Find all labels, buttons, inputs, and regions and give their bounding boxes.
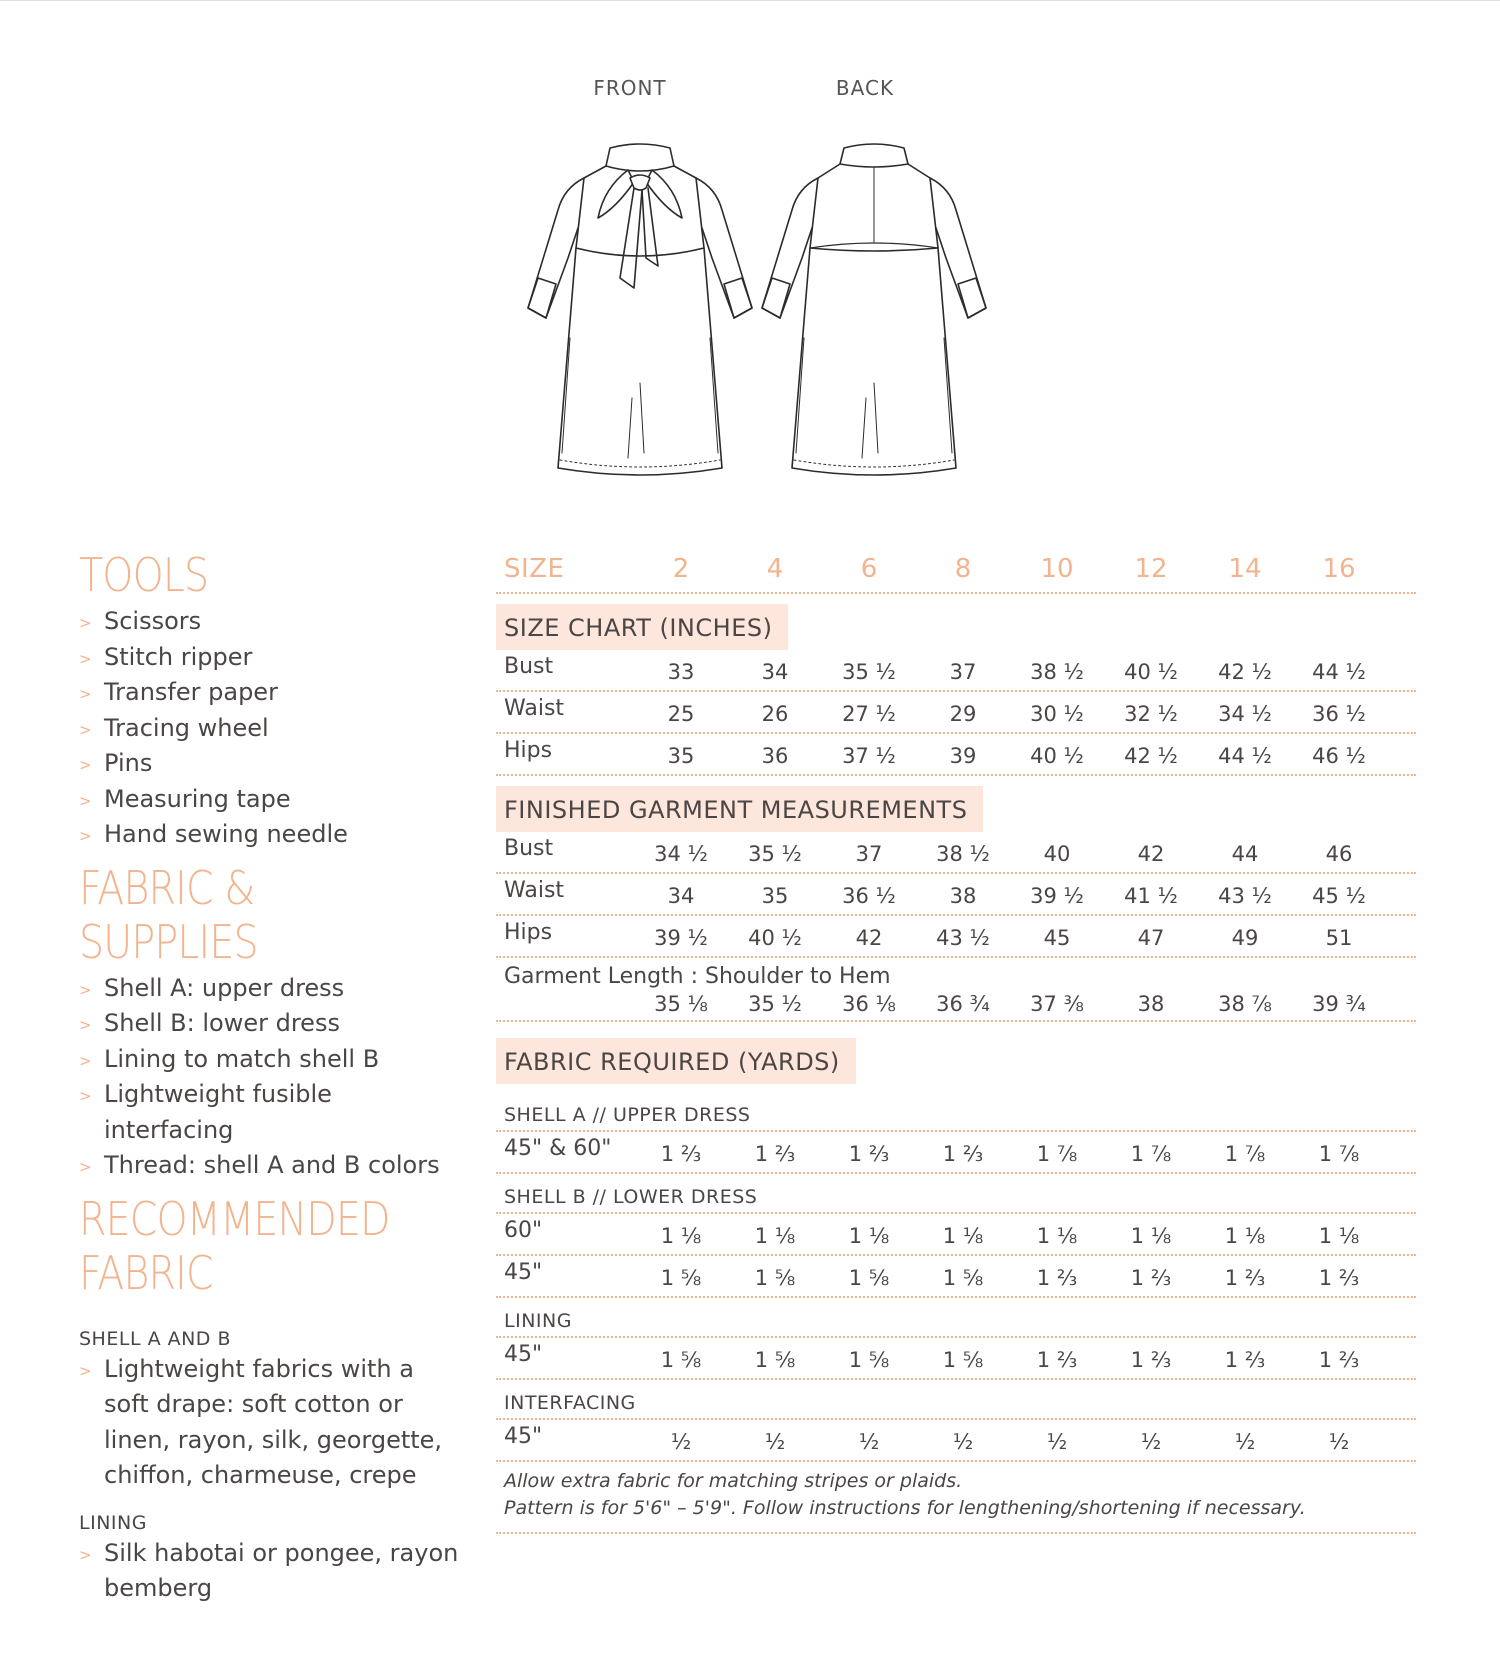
list-item: > Thread: shell A and B colors (79, 1148, 459, 1184)
row-label: 45" (504, 1342, 543, 1367)
list-item: > Hand sewing needle (79, 817, 459, 853)
chevron-right-icon: > (79, 649, 92, 668)
dress-back-drawing (758, 138, 990, 488)
table-cell: 1 ⅔ (1224, 1348, 1266, 1372)
row-label: Waist (504, 696, 565, 721)
chevron-right-icon: > (79, 1545, 92, 1564)
table-cell: 1 ⅛ (1318, 1224, 1360, 1248)
table-cell: ½ (764, 1430, 786, 1454)
table-cell: 34 (667, 884, 695, 908)
technical-drawings (520, 72, 980, 492)
finished-rows (496, 832, 1416, 958)
list-item: > Stitch ripper (79, 640, 459, 676)
list-item: > Lining to match shell B (79, 1042, 459, 1078)
table-row (496, 832, 1416, 874)
table-cell: ½ (858, 1430, 880, 1454)
table-cell: 1 ⅔ (1224, 1266, 1266, 1290)
table-cell: 38 ½ (1030, 660, 1084, 684)
table-cell: 1 ⅔ (1130, 1348, 1172, 1372)
list-item: > Transfer paper (79, 675, 459, 711)
table-cell: 1 ⅝ (754, 1348, 796, 1372)
table-cell: 1 ⅔ (660, 1142, 702, 1166)
dress-front-drawing (524, 138, 756, 488)
table-cell: 1 ⅝ (660, 1348, 702, 1372)
chevron-right-icon: > (79, 614, 92, 632)
chevron-right-icon: > (79, 685, 92, 703)
table-cell: 6 (860, 554, 878, 584)
table-cell: 29 (949, 702, 977, 726)
table-cell: 1 ⅞ (1130, 1142, 1172, 1166)
interfacing-subhead: INTERFACING (496, 1380, 1416, 1420)
table-cell: 49 (1231, 926, 1259, 950)
table-cell: 46 (1325, 842, 1353, 866)
lining-fabric-list (79, 1536, 459, 1607)
table-cell: 1 ⅔ (1036, 1266, 1078, 1290)
table-cell: ½ (1046, 1430, 1068, 1454)
list-item: > Lightweight fabrics with a soft drape: soft cotton or linen, rayon, silk, georgette, chiffon, charmeuse, crepe (79, 1352, 459, 1494)
list-item: > Pins (79, 746, 459, 782)
recommended-title-line2: FABRIC (79, 1245, 213, 1300)
table-cell: 38 (949, 884, 977, 908)
table-cell: 25 (667, 702, 695, 726)
table-cell: 4 (766, 554, 784, 584)
table-row (496, 916, 1416, 958)
recommended-title-line1: RECOMMENDED (79, 1191, 390, 1246)
tools-title: TOOLS (79, 548, 209, 602)
list-item: > Scissors (79, 604, 459, 640)
row-label: 45" (504, 1424, 543, 1449)
chevron-right-icon: > (79, 1087, 92, 1105)
table-cell: 42 ½ (1218, 660, 1272, 684)
shell-subhead: SHELL A AND B (79, 1327, 232, 1350)
list-item: > Measuring tape (79, 782, 459, 818)
table-cell: 1 ⅝ (942, 1348, 984, 1372)
garment-length-row (496, 958, 1416, 1022)
table-cell: 1 ⅝ (660, 1266, 702, 1290)
chevron-right-icon: > (79, 720, 92, 739)
table-cell: 34 ½ (1218, 702, 1272, 726)
table-row (496, 1338, 1416, 1380)
table-cell: ½ (952, 1430, 974, 1454)
size-chart-rows (496, 650, 1416, 776)
chevron-right-icon: > (79, 1361, 92, 1380)
table-cell: ½ (670, 1430, 692, 1454)
list-item: > Shell A: upper dress (79, 971, 459, 1007)
table-cell: 42 (1137, 842, 1165, 866)
shell-fabric-list (79, 1352, 459, 1494)
list-item: > Silk habotai or pongee, rayon bemberg (79, 1536, 459, 1607)
table-cell: 1 ⅛ (754, 1224, 796, 1248)
table-cell: 35 ½ (842, 660, 896, 684)
row-label: 60" (504, 1218, 543, 1243)
list-item: > Shell B: lower dress (79, 1006, 459, 1042)
table-cell: 40 ½ (1030, 744, 1084, 768)
table-cell: 34 (761, 660, 789, 684)
chevron-right-icon: > (79, 1158, 92, 1176)
row-label: Bust (504, 836, 554, 861)
table-cell: 1 ⅛ (1036, 1224, 1078, 1248)
table-cell: 40 (1043, 842, 1071, 866)
supplies-list (79, 971, 459, 1184)
table-cell: 34 ½ (654, 842, 708, 866)
row-label: 45" (504, 1260, 543, 1285)
table-cell: 1 ⅛ (1224, 1224, 1266, 1248)
interfacing-rows (496, 1420, 1416, 1462)
table-row (496, 874, 1416, 916)
table-cell: 38 (1137, 992, 1165, 1016)
table-cell: 36 ¾ (936, 992, 990, 1016)
tools-list (79, 604, 459, 853)
table-cell: 43 ½ (936, 926, 990, 950)
size-label: SIZE (504, 554, 565, 584)
table-cell: 37 ½ (842, 744, 896, 768)
table-cell: 40 ½ (748, 926, 802, 950)
table-cell: 1 ⅞ (1036, 1142, 1078, 1166)
shell-b-rows (496, 1214, 1416, 1298)
table-cell: 35 (761, 884, 789, 908)
table-cell: 8 (954, 554, 972, 584)
table-cell: 39 ½ (1030, 884, 1084, 908)
table-cell: 37 ⅜ (1030, 992, 1084, 1016)
lining-subhead: LINING (79, 1511, 147, 1534)
table-cell: 1 ⅔ (848, 1142, 890, 1166)
table-cell: 1 ⅔ (754, 1142, 796, 1166)
table-cell: 42 ½ (1124, 744, 1178, 768)
table-cell: 10 (1040, 554, 1074, 584)
table-cell: 35 ½ (748, 842, 802, 866)
table-row (496, 692, 1416, 734)
back-label: BACK (835, 76, 895, 100)
table-cell: 26 (761, 702, 789, 726)
list-item: > Lightweight fusible interfacing (79, 1077, 459, 1148)
table-cell: 44 ½ (1218, 744, 1272, 768)
fabric-note (496, 1462, 1416, 1534)
shell-a-subhead: SHELL A // UPPER DRESS (496, 1092, 1416, 1132)
table-cell: 36 ½ (842, 884, 896, 908)
supplies-title: FABRIC & SUPPLIES (79, 860, 258, 969)
table-cell: 46 ½ (1312, 744, 1366, 768)
chevron-right-icon: > (79, 791, 92, 810)
top-border (0, 0, 1500, 1)
table-cell: 35 (667, 744, 695, 768)
chevron-right-icon: > (79, 980, 92, 999)
table-cell: 14 (1228, 554, 1262, 584)
table-cell: 36 ½ (1312, 702, 1366, 726)
left-column (79, 548, 459, 1607)
table-cell: 41 ½ (1124, 884, 1178, 908)
table-cell: ½ (1328, 1430, 1350, 1454)
table-cell: 40 ½ (1124, 660, 1178, 684)
table-cell: 39 (949, 744, 977, 768)
table-cell: 1 ⅞ (1224, 1142, 1266, 1166)
table-cell: 1 ⅔ (942, 1142, 984, 1166)
chevron-right-icon: > (79, 827, 92, 845)
table-cell: 35 ½ (748, 992, 802, 1016)
table-cell: 44 (1231, 842, 1259, 866)
table-cell: 1 ⅛ (1130, 1224, 1172, 1248)
table-cell: 1 ⅛ (942, 1224, 984, 1248)
list-item: > Tracing wheel (79, 711, 459, 747)
table-cell: 37 (949, 660, 977, 684)
table-cell: 1 ⅔ (1036, 1348, 1078, 1372)
fabric-required-title: FABRIC REQUIRED (YARDS) (496, 1038, 856, 1084)
table-cell: 45 (1043, 926, 1071, 950)
table-cell: 51 (1325, 926, 1353, 950)
table-cell: 30 ½ (1030, 702, 1084, 726)
table-cell: 27 ½ (842, 702, 896, 726)
table-cell: 1 ⅛ (660, 1224, 702, 1248)
table-cell: 1 ⅛ (848, 1224, 890, 1248)
table-cell: 1 ⅔ (1318, 1266, 1360, 1290)
table-cell: 1 ⅞ (1318, 1142, 1360, 1166)
table-row (496, 1132, 1416, 1174)
table-row (496, 1256, 1416, 1298)
size-chart-title: SIZE CHART (INCHES) (496, 604, 788, 650)
table-cell: ½ (1140, 1430, 1162, 1454)
table-cell: 39 ¾ (1312, 992, 1366, 1016)
table-cell: 44 ½ (1312, 660, 1366, 684)
row-label: Hips (504, 738, 553, 763)
row-label: Bust (504, 654, 554, 679)
table-cell: 45 ½ (1312, 884, 1366, 908)
front-label: FRONT (593, 76, 667, 100)
lining-subhead-table: LINING (496, 1298, 1416, 1338)
size-table (496, 548, 1416, 1534)
table-row (496, 1214, 1416, 1256)
table-cell: 47 (1137, 926, 1165, 950)
table-cell: 1 ⅝ (848, 1348, 890, 1372)
table-row (496, 650, 1416, 692)
table-cell: 1 ⅔ (1318, 1348, 1360, 1372)
table-cell: 39 ½ (654, 926, 708, 950)
chevron-right-icon: > (79, 1051, 92, 1070)
table-row (496, 1420, 1416, 1462)
table-cell: ½ (1234, 1430, 1256, 1454)
table-cell: 1 ⅝ (848, 1266, 890, 1290)
note-line-2: Pattern is for 5'6" – 5'9". Follow instructions for lengthening/shortening if necessary. (504, 1497, 1306, 1519)
shell-b-subhead: SHELL B // LOWER DRESS (496, 1174, 1416, 1214)
table-cell: 35 ⅛ (654, 992, 708, 1016)
table-row (496, 734, 1416, 776)
table-cell: 37 (855, 842, 883, 866)
table-cell: 1 ⅝ (754, 1266, 796, 1290)
note-line-1: Allow extra fabric for matching stripes or plaids. (504, 1470, 963, 1492)
table-cell: 43 ½ (1218, 884, 1272, 908)
table-cell: 12 (1134, 554, 1168, 584)
table-cell: 1 ⅝ (942, 1266, 984, 1290)
table-cell: 2 (672, 554, 690, 584)
chevron-right-icon: > (79, 756, 92, 774)
lining-rows (496, 1338, 1416, 1380)
row-label: Hips (504, 920, 553, 945)
table-cell: 38 ⅞ (1218, 992, 1272, 1016)
shell-a-rows (496, 1132, 1416, 1174)
finished-measurements-title: FINISHED GARMENT MEASUREMENTS (496, 786, 983, 832)
table-cell: 42 (855, 926, 883, 950)
table-cell: 36 (761, 744, 789, 768)
table-cell: 38 ½ (936, 842, 990, 866)
table-cell: 32 ½ (1124, 702, 1178, 726)
table-cell: 36 ⅛ (842, 992, 896, 1016)
table-cell: 16 (1322, 554, 1356, 584)
table-cell: 1 ⅔ (1130, 1266, 1172, 1290)
size-header-row (496, 548, 1416, 594)
row-label: Waist (504, 878, 565, 903)
table-cell: 33 (667, 660, 695, 684)
garment-length-label: Garment Length : Shoulder to Hem (504, 964, 891, 989)
chevron-right-icon: > (79, 1016, 92, 1034)
row-label: 45" & 60" (504, 1136, 612, 1161)
